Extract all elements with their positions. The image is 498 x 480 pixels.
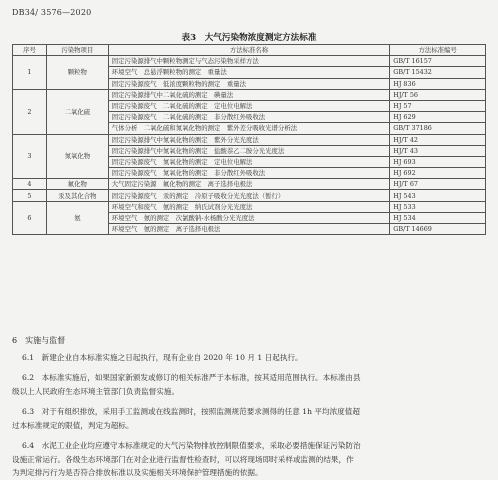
table-caption: 表3 大气污染物浓度测定方法标准 [181, 33, 317, 43]
header-pollutant: 污染物项目 [46, 45, 108, 56]
table-row [13, 89, 486, 100]
paragraph-line: 6.3 对于有组织排放，采用手工监测或在线监测时，按照监测规范要求测得的任意 1h 平均浓度值超 [22, 407, 360, 416]
measurement-methods-table [12, 44, 486, 235]
method-code-cell: GB/T 15432 [390, 67, 486, 78]
paragraph-line: 6.4 水泥工业企业均应遵守本标准规定的大气污染物排放控制限值要求，采取必要措施保证污染防治 [22, 441, 361, 450]
pollutant-cell: 氟化物 [46, 179, 108, 190]
pollutant-cell: 二氧化硫 [46, 89, 108, 134]
table-row [13, 179, 486, 190]
method-code-cell: HJ 543 [390, 190, 486, 201]
pollutant-cell: 氨 [46, 201, 108, 235]
method-name-cell: 固定污染源废气 汞的测定 冷原子吸收分光光度法（暂行） [108, 190, 389, 201]
table-row [13, 134, 486, 145]
method-code-cell: HJ 692 [390, 168, 486, 179]
method-code-cell: HJ/T 67 [390, 179, 486, 190]
serial-cell: 2 [13, 89, 47, 134]
method-name-cell: 固定污染源排气中颗粒物测定与气态污染物采样方法 [108, 56, 389, 67]
method-code-cell: HJ 57 [390, 100, 486, 111]
standard-number-header: DB34/ 3576—2020 [12, 8, 92, 17]
clause-paragraph [12, 405, 488, 432]
serial-cell: 1 [13, 56, 47, 90]
method-name-cell: 环境空气 氨的测定 离子选择电极法 [108, 224, 389, 235]
method-name-cell: 环境空气和废气 氨的测定 纳氏试剂分光光度法 [108, 201, 389, 212]
pollutant-cell: 氮氧化物 [46, 134, 108, 179]
method-name-cell: 固定污染源废气 氮氧化物的测定 定电位电解法 [108, 156, 389, 167]
table-row [13, 190, 486, 201]
pollutant-cell: 颗粒物 [46, 56, 108, 90]
method-code-cell: GB/T 14669 [390, 224, 486, 235]
clause-paragraph [12, 371, 488, 398]
method-name-cell: 固定污染源废气 氮氧化物的测定 非分散红外吸收法 [108, 168, 389, 179]
method-name-cell: 固定污染源废气 二氧化硫的测定 定电位电解法 [108, 100, 389, 111]
method-name-cell: 气体分析 二氧化硫和氮氧化物的测定 紫外差分吸收光谱分析法 [108, 123, 389, 134]
method-name-cell: 固定污染源排气中氮氧化物的测定 盐酸萘乙二胺分光光度法 [108, 145, 389, 156]
method-name-cell: 固定污染源排气中氮氧化物的测定 紫外分光光度法 [108, 134, 389, 145]
method-code-cell: HJ 836 [390, 78, 486, 89]
method-name-cell: 固定污染源废气 二氧化硫的测定 非分散红外吸收法 [108, 112, 389, 123]
header-serial: 序号 [13, 45, 47, 56]
method-code-cell: HJ 533 [390, 201, 486, 212]
method-code-cell: HJ 693 [390, 156, 486, 167]
method-name-cell: 大气固定污染源 氟化物的测定 离子选择电极法 [108, 179, 389, 190]
serial-cell: 3 [13, 134, 47, 179]
method-code-cell: GB/T 16157 [390, 56, 486, 67]
method-code-cell: HJ/T 42 [390, 134, 486, 145]
method-name-cell: 固定污染源排气中二氧化硫的测定 碘量法 [108, 89, 389, 100]
serial-cell: 5 [13, 190, 47, 201]
paragraph-line: 级以上人民政府生态环境主管部门负责监督实施。 [12, 386, 180, 396]
method-name-cell: 环境空气 总悬浮颗粒物的测定 重量法 [108, 67, 389, 78]
clause-paragraph [12, 439, 488, 480]
method-code-cell: HJ/T 56 [390, 89, 486, 100]
section-title: 6 实施与监督 [12, 336, 66, 345]
paragraph-line: 过本标准规定的限值，判定为超标。 [12, 420, 134, 430]
table-row [13, 201, 486, 212]
method-code-cell: HJ/T 43 [390, 145, 486, 156]
method-code-cell: HJ 629 [390, 112, 486, 123]
serial-cell: 4 [13, 179, 47, 190]
header-method-code: 方法标准编号 [390, 45, 486, 56]
header-method-name: 方法标准名称 [108, 45, 389, 56]
clause-paragraph [12, 351, 488, 365]
method-code-cell: GB/T 37186 [390, 123, 486, 134]
method-name-cell: 环境空气 氨的测定 次氯酸钠-水杨酸分光光度法 [108, 212, 389, 223]
paragraph-line: 为判定排污行为是否符合排放标准以及实施相关环境保护管理措施的依据。 [12, 468, 263, 477]
table-row [13, 56, 486, 67]
paragraph-line: 6.1 新建企业自本标准实施之日起执行，现有企业自 2020 年 10 月 1 日起执行。 [22, 353, 303, 362]
paragraph-line: 6.2 本标准实施后，如果国家新颁发或修订的相关标准严于本标准，按其适用范围执行。本标准由县 [22, 373, 361, 382]
serial-cell: 6 [13, 201, 47, 235]
method-name-cell: 固定污染源废气 低浓度颗粒物的测定 重量法 [108, 78, 389, 89]
table-body [13, 56, 486, 235]
paragraph-line: 设施正常运行。各级生态环境部门在对企业进行监督性检查时，可以将现场即时采样或监测的结果，作 [12, 454, 354, 464]
pollutant-cell: 汞及其化合物 [46, 190, 108, 201]
table-header-row [13, 45, 486, 56]
method-code-cell: HJ 534 [390, 212, 486, 223]
